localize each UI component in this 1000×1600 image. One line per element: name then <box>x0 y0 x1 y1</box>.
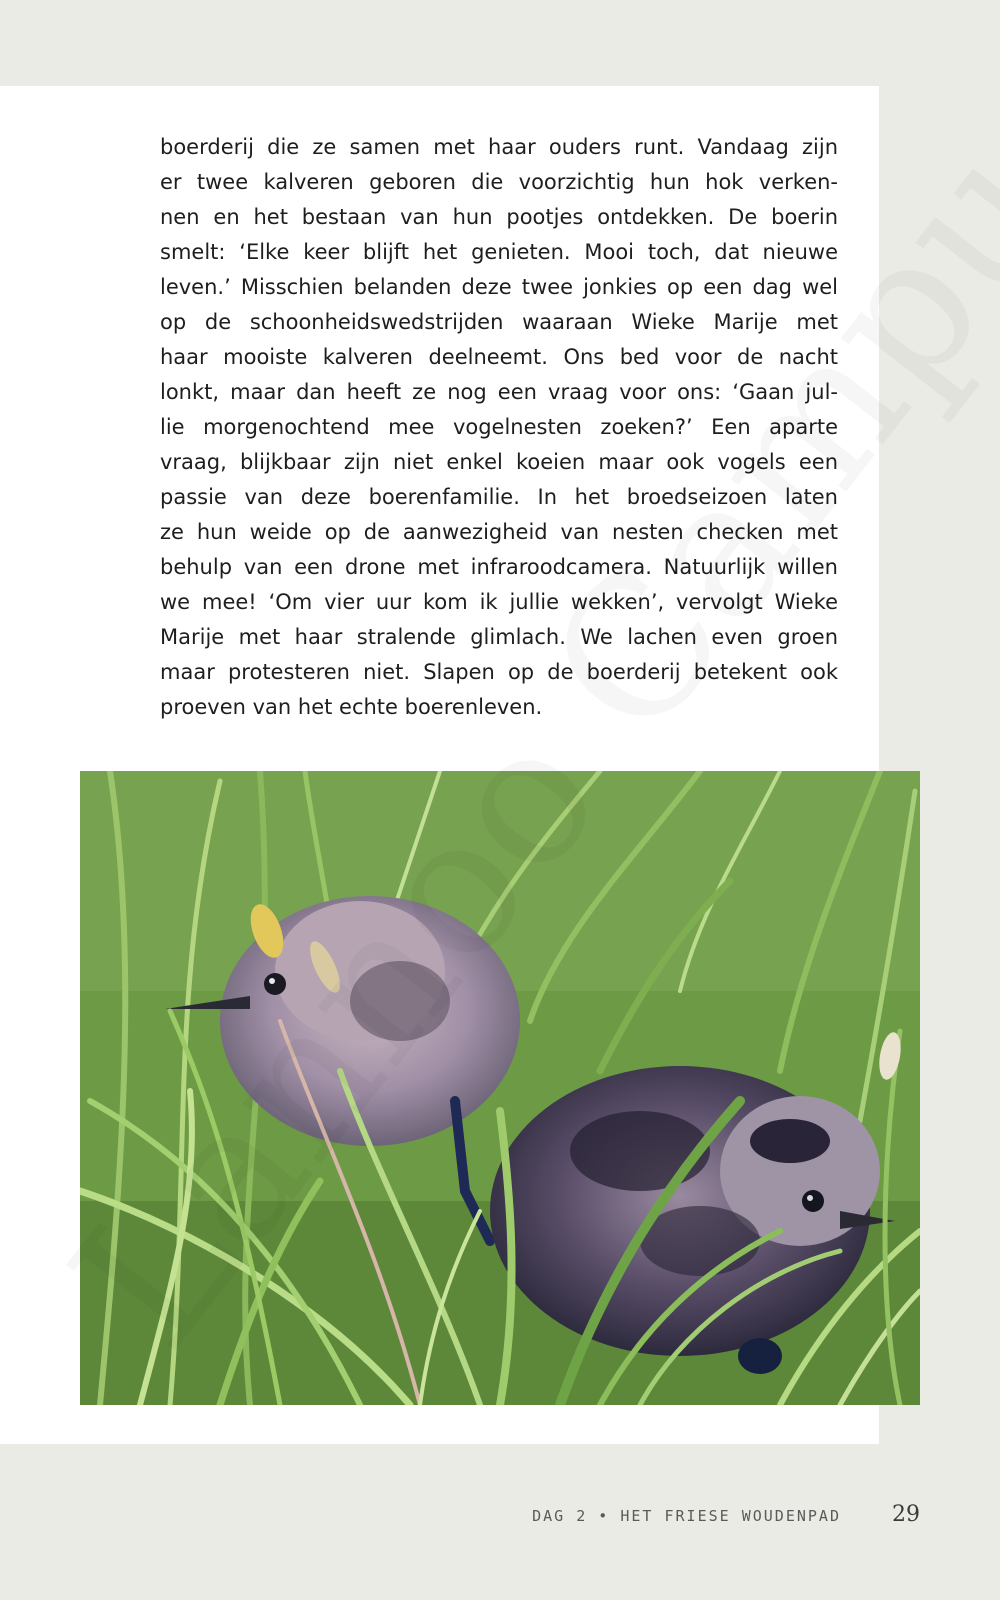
body-line: behulp van een drone met infraroodcamera. Natuurlijk willen <box>160 555 838 579</box>
body-line: boerderij die ze samen met haar ouders runt. Vandaag zijn <box>160 135 838 159</box>
body-line: passie van deze boerenfamilie. In het broedseizoen laten <box>160 485 838 509</box>
body-line: haar mooiste kalveren deelneemt. Ons bed voor de nacht <box>160 345 838 369</box>
body-line: ze hun weide op de aanwezigheid van nesten checken met <box>160 520 838 544</box>
body-line: vraag, blijkbaar zijn niet enkel koeien maar ook vogels een <box>160 450 838 474</box>
body-line: nen en het bestaan van hun pootjes ontdekken. De boerin <box>160 205 838 229</box>
page-number: 29 <box>892 1502 920 1527</box>
photo-chicks-in-grass <box>80 771 920 1405</box>
body-line: leven.’ Misschien belanden deze twee jonkies op een dag wel <box>160 275 838 299</box>
body-text <box>160 130 838 725</box>
body-line: er twee kalveren geboren die voorzichtig hun hok verken- <box>160 170 838 194</box>
body-line: Marije met haar stralende glimlach. We lachen even groen <box>160 625 838 649</box>
photo-illustration <box>80 771 920 1405</box>
body-line: proeven van het echte boerenleven. <box>160 695 543 719</box>
body-line: maar protesteren niet. Slapen op de boerderij betekent ook <box>160 660 838 684</box>
body-line: op de schoonheidswedstrijden waaraan Wieke Marije met <box>160 310 838 334</box>
running-head: DAG 2 • HET FRIESE WOUDENPAD <box>532 1507 841 1525</box>
body-line: lonkt, maar dan heeft ze nog een vraag voor ons: ‘Gaan jul- <box>160 380 838 404</box>
body-line: lie morgenochtend mee vogelnesten zoeken?’ Een aparte <box>160 415 838 439</box>
body-line: we mee! ‘Om vier uur kom ik jullie wekken’, vervolgt Wieke <box>160 590 838 614</box>
body-line: smelt: ‘Elke keer blijft het genieten. Mooi toch, dat nieuwe <box>160 240 838 264</box>
